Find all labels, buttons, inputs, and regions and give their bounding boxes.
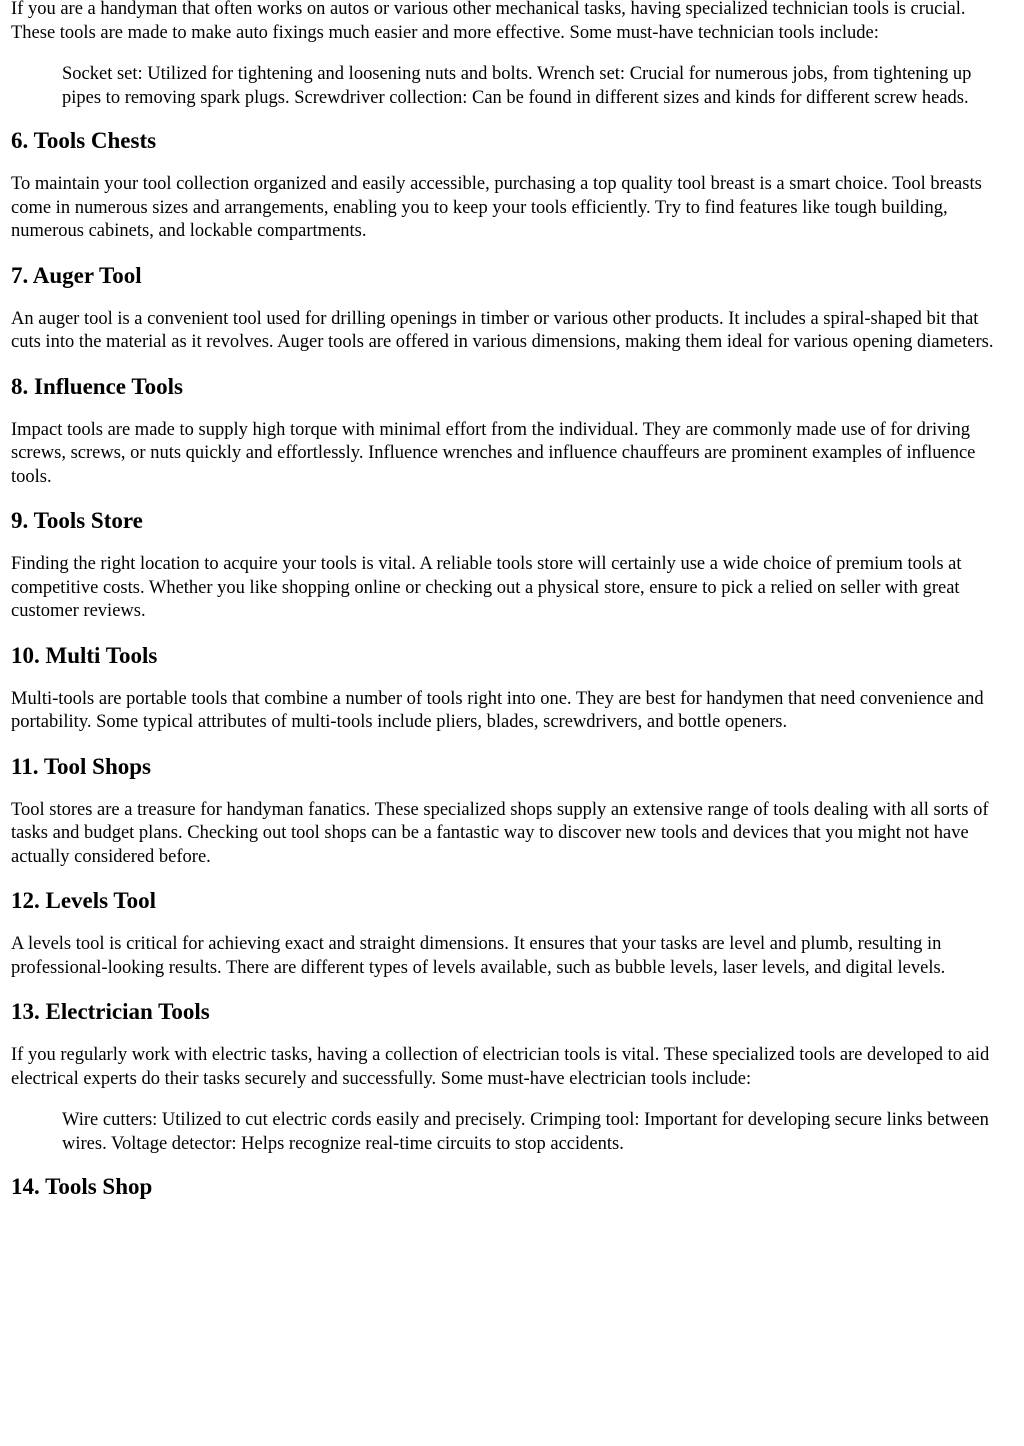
section-body-electrician-tools: If you regularly work with electric tasks, having a collection of electrician tools is vital. These specialized tools are developed to aid electrical experts do their tasks securely and successfully. Some must-have electrician tools include:	[11, 1045, 990, 1089]
section-heading-tool-chests: 6. Tools Chests	[11, 128, 157, 153]
section-body-tool-shops: Tool stores are a treasure for handyman fanatics. These specialized shops supply an extensive range of tools dealing with all sorts of tasks and budget plans. Checking out tool shops can be a fantastic way to discover new tools and devices that you might not have actually considered before.	[11, 799, 989, 867]
section-body-auger-tool: An auger tool is a convenient tool used for drilling openings in timber or various other products. It includes a spiral-shaped bit that cuts into the material as it revolves. Auger tools are offered in various dimensions, making them ideal for various opening diameters.	[11, 308, 994, 352]
section-heading-influence-tools: 8. Influence Tools	[11, 373, 183, 399]
section-body-tools-store: Finding the right location to acquire your tools is vital. A reliable tools store will certainly use a wide choice of premium tools at competitive costs. Whether you like shopping online or checking out a physical store, ensure to pick a relied on seller with great customer reviews.	[11, 554, 962, 621]
section-heading-levels-tool: 12. Levels Tool	[11, 888, 157, 913]
section-heading-auger-tool: 7. Auger Tool	[11, 262, 142, 288]
section-heading-tool-shops: 11. Tool Shops	[11, 753, 152, 779]
mechanic-tools-quote: Socket set: Utilized for tightening and loosening nuts and bolts. Wrench set: Crucial for numerous jobs, from tightening up pipes to removing spark plugs. Screwdriver collection: Can be found in different sizes and kinds for different screw heads.	[62, 64, 972, 108]
section-body-tool-chests: To maintain your tool collection organized and easily accessible, purchasing a top quality tool breast is a smart choice. Tool breasts come in numerous sizes and arrangements, enabling you to keep your tools efficiently. Try to find features like tough building, numerous cabinets, and lockable compartments.	[11, 174, 982, 241]
section-heading-tools-shop: 14. Tools Shop	[11, 1174, 153, 1199]
section-heading-tools-store: 9. Tools Store	[11, 508, 143, 533]
section-heading-multi-tools: 10. Multi Tools	[11, 642, 158, 668]
section-heading-electrician-tools: 13. Electrician Tools	[11, 999, 210, 1024]
section-body-multi-tools: Multi-tools are portable tools that combine a number of tools right into one. They are best for handymen that need convenience and portability. Some typical attributes of multi-tools include pliers, blades, screwdrivers, and bottle openers.	[11, 688, 984, 732]
electrician-tools-quote: Wire cutters: Utilized to cut electric cords easily and precisely. Crimping tool: Important for developing secure links between wires. Voltage detector: Helps recognize real-time circuits to stop accidents.	[62, 1110, 989, 1154]
section-body-influence-tools: Impact tools are made to supply high torque with minimal effort from the individual. They are commonly made use of for driving screws, screws, or nuts quickly and effortlessly. Influence wrenches and influence chauffeurs are prominent examples of influence tools.	[11, 419, 976, 487]
section-body-levels-tool: A levels tool is critical for achieving exact and straight dimensions. It ensures that your tasks are level and plumb, resulting in professional-looking results. There are different types of levels available, such as bubble levels, laser levels, and digital levels.	[11, 934, 946, 978]
intro-paragraph: If you are a handyman that often works on autos or various other mechanical tasks, having specialized technician tools is crucial. These tools are made to make auto fixings much easier and more effective. Some must-have technician tools include:	[11, 0, 966, 43]
